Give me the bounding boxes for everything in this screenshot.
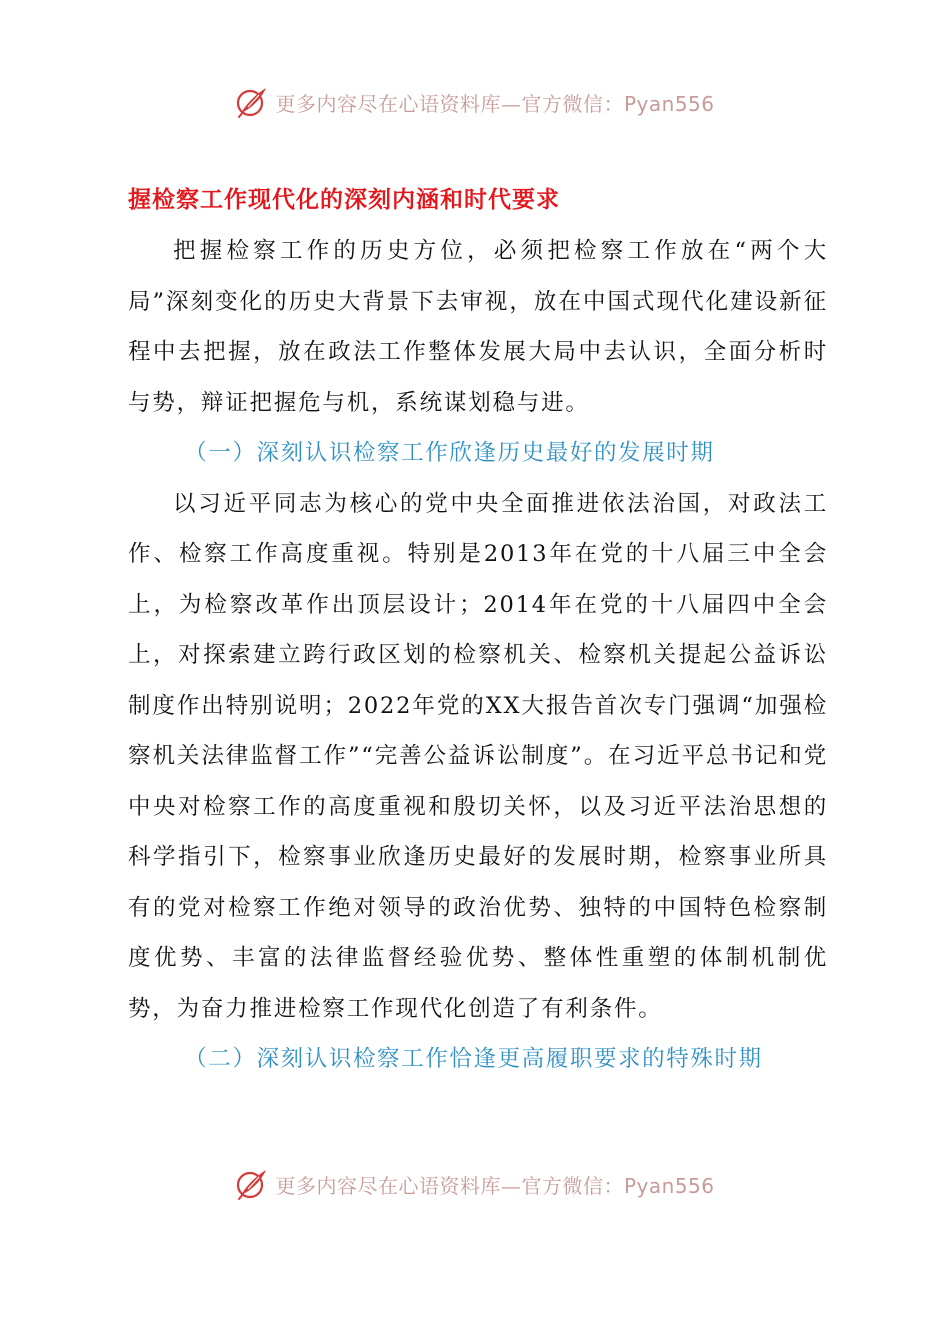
document-body	[128, 178, 828, 1085]
section-heading: 握检察工作现代化的深刻内涵和时代要求	[128, 187, 560, 213]
banner-text	[275, 1170, 714, 1199]
paragraph-2: 以习近平同志为核心的党中央全面推进依法治国，对政法工作、检察工作高度重视。特别是2013年在党的十八届三中全会上，为检察改革作出顶层设计；2014年在党的十八届四中全会上，对探索建立跨行政区划的检察机关、检察机关提起公益诉讼制度作出特别说明；2022年党的XX大报告首次专门强调“加强检察机关法律监督工作”“完善公益诉讼制度”。在习近平总书记和党中央对检察工作的高度重视和殷切关怀，以及习近平法治思想的科学指引下，检察事业欣逢历史最好的发展时期，检察事业所具有的党对检察工作绝对领导的政治优势、独特的中国特色检察制度优势、丰富的法律监督经验优势、整体性重塑的体制机制优势，为奋力推进检察工作现代化创造了有利条件。	[128, 490, 828, 1022]
banner-text	[275, 88, 714, 117]
banner-wechat-id: Pyan556	[623, 91, 715, 116]
banner-text-main: 更多内容尽在心语资料库—官方微信：	[275, 91, 624, 116]
banner-text-main: 更多内容尽在心语资料库—官方微信：	[275, 1173, 624, 1198]
subheading-2: （二）深刻认识检察工作恰逢更高履职要求的特殊时期	[184, 1046, 763, 1072]
subheading-1: （一）深刻认识检察工作欣逢历史最好的发展时期	[184, 440, 715, 466]
footer-watermark-banner	[0, 1162, 950, 1206]
banner-wechat-id: Pyan556	[623, 1173, 715, 1198]
header-watermark-banner	[0, 80, 950, 124]
paragraph-1: 把握检察工作的历史方位，必须把检察工作放在“两个大局”深刻变化的历史大背景下去审视，放在中国式现代化建设新征程中去把握，放在政法工作整体发展大局中去认识，全面分析时与势，辩证把握危与机，系统谋划稳与进。	[128, 238, 828, 416]
quill-pen-logo-icon	[235, 85, 269, 119]
quill-pen-logo-icon	[235, 1167, 269, 1201]
